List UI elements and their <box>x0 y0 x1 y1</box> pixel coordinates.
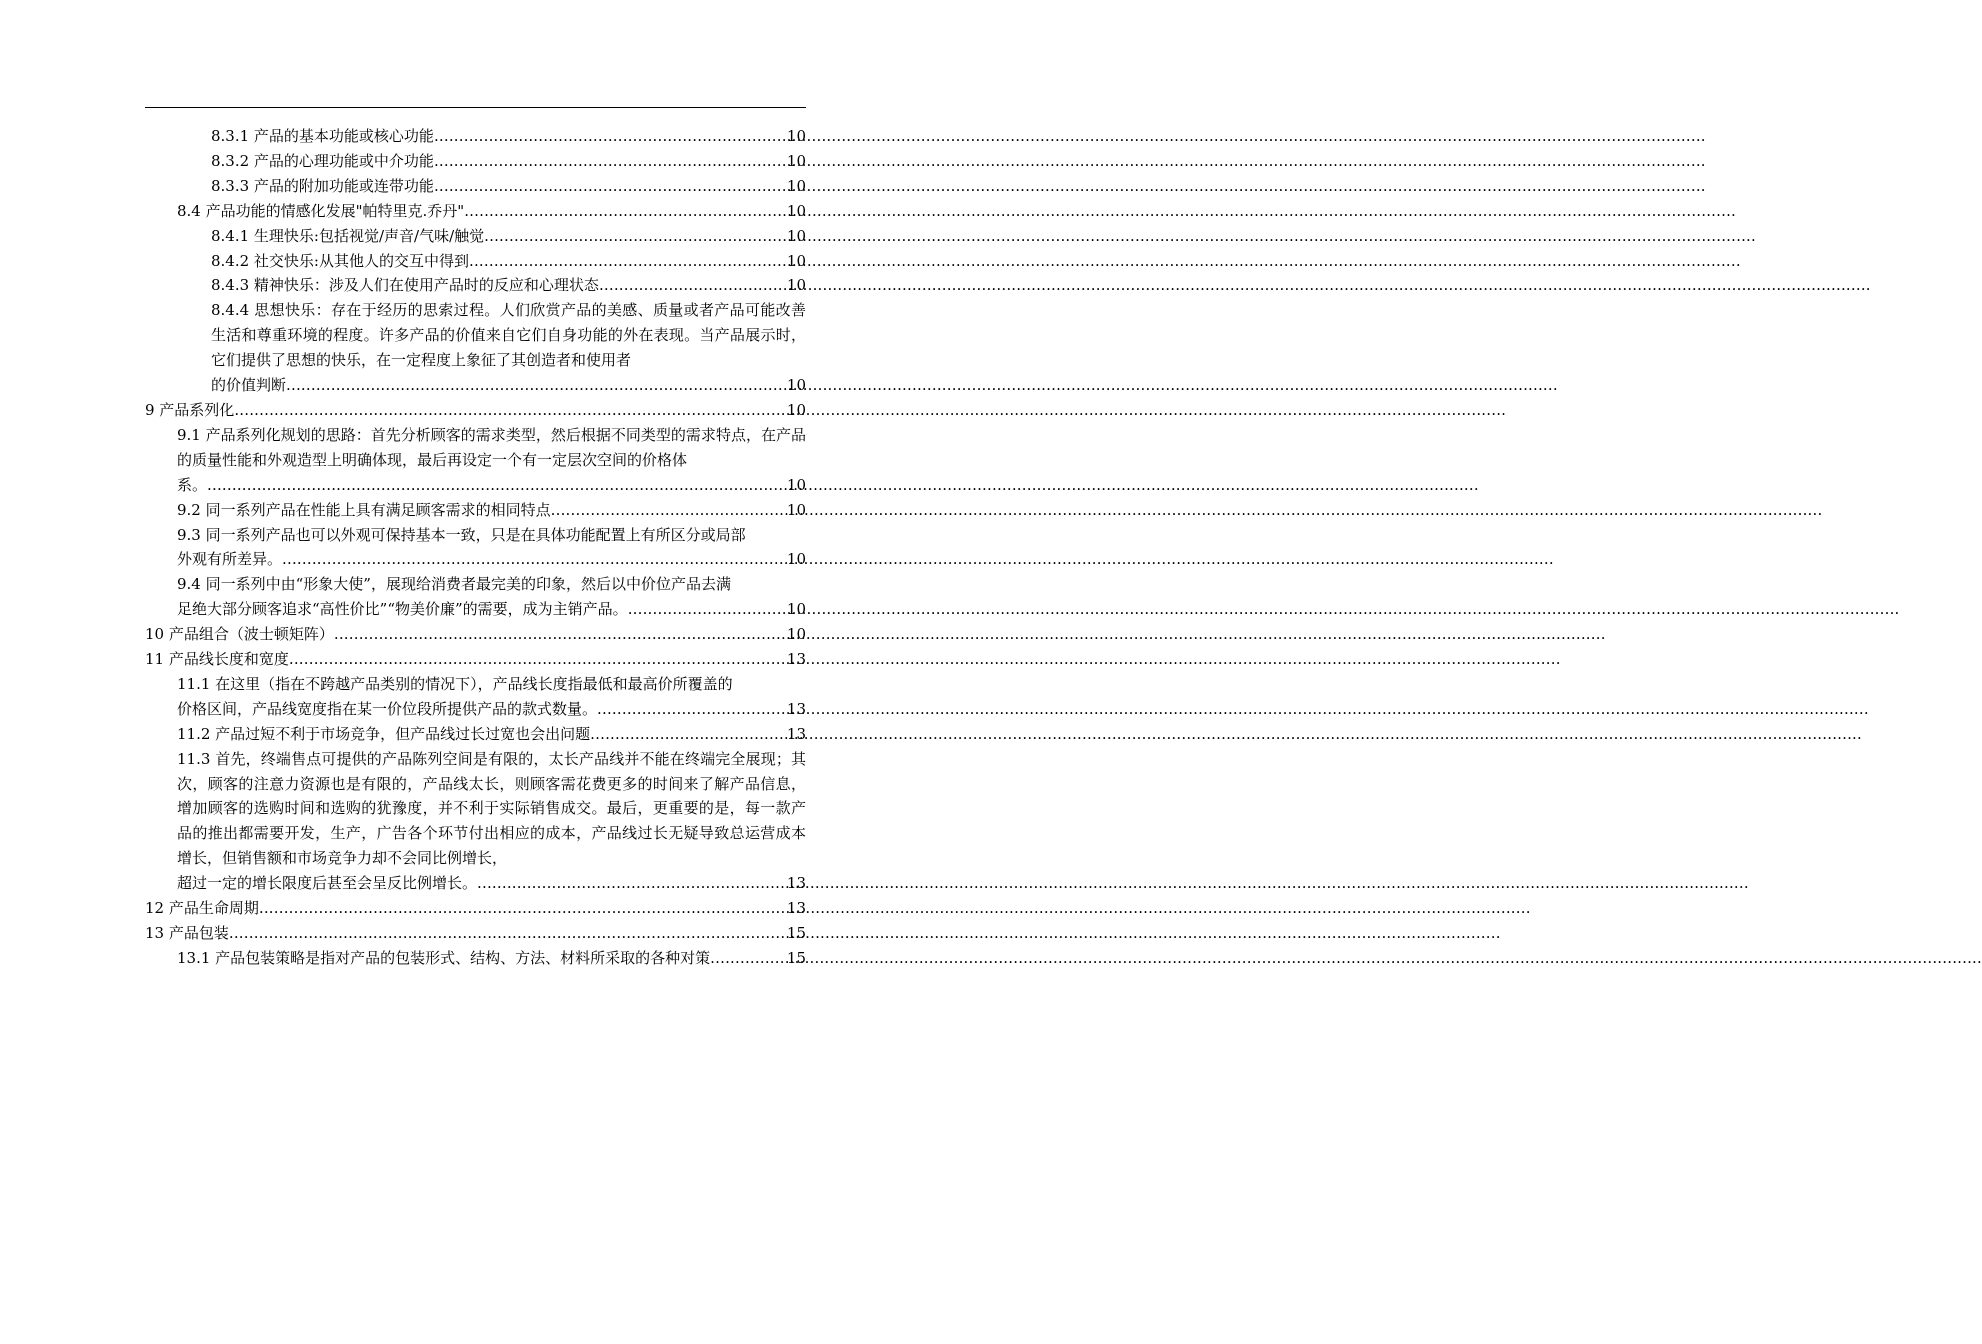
toc-entry-title: 10 产品组合（波士顿矩阵） <box>145 625 334 644</box>
toc-entry-title: 8.4.1 生理快乐:包括视觉/声音/气味/触觉 <box>211 226 485 245</box>
table-of-contents <box>145 124 806 971</box>
toc-entry-title: 8.3.2 产品的心理功能或中介功能 <box>211 151 434 170</box>
toc-entry[interactable] <box>145 622 806 647</box>
page-number: 10 <box>786 226 806 245</box>
dot-leader <box>259 896 786 921</box>
toc-entry-line <box>211 174 806 199</box>
dot-leader <box>229 921 786 946</box>
dot-leader <box>590 722 786 747</box>
dot-leader <box>207 473 786 498</box>
toc-entry-title: 9.2 同一系列产品在性能上具有满足顾客需求的相同特点 <box>177 500 551 519</box>
toc-entry[interactable] <box>145 946 806 971</box>
toc-entry-line <box>211 249 806 274</box>
page-number: 10 <box>786 550 806 569</box>
toc-entry-line <box>145 921 806 946</box>
toc-entry-line <box>177 498 806 523</box>
toc-entry[interactable] <box>145 423 806 498</box>
page-number: 10 <box>786 500 806 519</box>
dot-leader <box>469 249 786 274</box>
page-number: 10 <box>786 251 806 270</box>
toc-entry-line <box>211 373 806 398</box>
toc-entry-title: 11.2 产品过短不利于市场竞争，但产品线过长过宽也会出问题 <box>177 724 591 743</box>
toc-entry-line <box>145 622 806 647</box>
dot-leader <box>464 199 786 224</box>
toc-entry[interactable] <box>145 224 806 249</box>
toc-entry-line <box>177 722 806 747</box>
toc-entry-text: 9.1 产品系列化规划的思路：首先分析顾客的需求类型，然后根据不同类型的需求特点，在产品的质量性能和外观造型上明确体现，最后再设定一个有一定层次空间的价格体 <box>177 425 806 469</box>
toc-entry-line <box>145 647 806 672</box>
toc-entry-line <box>177 697 806 722</box>
page-number: 13 <box>786 899 806 918</box>
toc-entry[interactable] <box>145 722 806 747</box>
toc-entry[interactable] <box>145 896 806 921</box>
toc-entry-title: 12 产品生命周期 <box>145 899 259 918</box>
toc-entry-title: 9 产品系列化 <box>145 400 235 419</box>
toc-entry-line <box>211 124 806 149</box>
dot-leader <box>434 124 786 149</box>
toc-entry-title: 8.4.2 社交快乐:从其他人的交互中得到 <box>211 251 469 270</box>
toc-entry[interactable] <box>145 747 806 896</box>
toc-entry[interactable] <box>145 572 806 622</box>
toc-entry[interactable] <box>145 647 806 672</box>
toc-entry-line <box>177 547 806 572</box>
dot-leader <box>484 224 786 249</box>
toc-entry[interactable] <box>145 398 806 423</box>
toc-entry-title: 系。 <box>177 475 208 494</box>
toc-entry-title: 8.3.1 产品的基本功能或核心功能 <box>211 127 434 145</box>
dot-leader <box>282 547 786 572</box>
toc-entry-title: 13 产品包装 <box>145 924 229 942</box>
toc-entry-line <box>211 224 806 249</box>
toc-entry-text: 9.3 同一系列产品也可以外观可保持基本一致，只是在具体功能配置上有所区分或局部 <box>177 525 746 544</box>
toc-entry-title: 8.3.3 产品的附加功能或连带功能 <box>211 176 434 195</box>
page-number: 10 <box>786 376 806 395</box>
dot-leader <box>334 622 786 647</box>
toc-entry-line <box>177 597 806 622</box>
dot-leader <box>286 373 786 398</box>
toc-entry-line <box>177 871 806 896</box>
dot-leader <box>597 697 786 722</box>
page-number: 15 <box>786 948 806 967</box>
toc-entry[interactable] <box>145 298 806 398</box>
toc-entry-title: 8.4 产品功能的情感化发展"帕特里克.乔丹" <box>177 201 465 220</box>
page-number: 10 <box>786 475 806 494</box>
dot-leader <box>289 647 786 672</box>
toc-entry[interactable] <box>145 199 806 224</box>
page-number: 10 <box>786 176 806 195</box>
toc-entry[interactable] <box>145 273 806 298</box>
page-number: 13 <box>786 699 806 718</box>
dot-leader <box>628 597 786 622</box>
toc-entry-line <box>145 398 806 423</box>
dot-leader <box>434 149 786 174</box>
toc-entry-title: 超过一定的增长限度后甚至会呈反比例增长。 <box>177 874 478 893</box>
page-number: 10 <box>786 600 806 619</box>
toc-entry-text: 11.3 首先，终端售点可提供的产品陈列空间是有限的，太长产品线并不能在终端完全展现；其次，顾客的注意力资源也是有限的，产品线太长，则顾客需花费更多的时间来了解产品信息，增加顾客的选购时间和选购的犹豫度，并不利于实际销售成交。最后，更重要的是，每一款产品的推出都需要开发，生产，广告各个环节付出相应的成本，产品线过长无疑导致总运营成本增长，但销售额和市场竞争力却不会同比例增长， <box>177 749 806 868</box>
toc-entry-title: 13.1 产品包装策略是指对产品的包装形式、结构、方法、材料所采取的各种对策 <box>177 948 711 967</box>
page-number: 10 <box>786 400 806 419</box>
toc-entry-title: 外观有所差异。 <box>177 550 283 569</box>
toc-entry-title: 11 产品线长度和宽度 <box>145 650 289 669</box>
page-number: 10 <box>786 151 806 170</box>
page-number: 13 <box>786 724 806 743</box>
toc-entry-line <box>177 199 806 224</box>
toc-entry-title: 8.4.3 精神快乐：涉及人们在使用产品时的反应和心理状态 <box>211 276 599 295</box>
toc-entry[interactable] <box>145 498 806 523</box>
page-number: 10 <box>786 625 806 644</box>
toc-entry[interactable] <box>145 523 806 573</box>
header-rule <box>145 107 806 108</box>
toc-entry-title: 价格区间，产品线宽度指在某一价位段所提供产品的款式数量。 <box>177 699 598 718</box>
toc-entry[interactable] <box>145 672 806 722</box>
dot-leader <box>477 871 786 896</box>
toc-entry[interactable] <box>145 149 806 174</box>
dot-leader <box>710 946 786 971</box>
toc-entry[interactable] <box>145 249 806 274</box>
toc-entry-line <box>177 473 806 498</box>
toc-entry-line <box>145 896 806 921</box>
toc-entry-title: 足绝大部分顾客追求“高性价比”“物美价廉”的需要，成为主销产品。 <box>177 600 628 619</box>
toc-entry-line <box>211 149 806 174</box>
page-number: 13 <box>786 650 806 669</box>
page-number: 10 <box>786 276 806 295</box>
toc-entry-text: 11.1 在这里（指在不跨越产品类别的情况下），产品线长度指最低和最高价所覆盖的 <box>177 674 733 693</box>
page-number: 13 <box>786 874 806 893</box>
page-number: 10 <box>786 127 806 145</box>
dot-leader <box>434 174 786 199</box>
page-number: 10 <box>786 201 806 220</box>
dot-leader <box>234 398 786 423</box>
toc-entry-line <box>211 273 806 298</box>
toc-entry[interactable] <box>145 174 806 199</box>
dot-leader <box>599 273 786 298</box>
toc-entry[interactable] <box>145 921 806 946</box>
toc-entry-title: 的价值判断 <box>211 376 287 395</box>
toc-entry-text: 8.4.4 思想快乐：存在于经历的思索过程。人们欣赏产品的美感、质量或者产品可能改善生活和尊重环境的程度。许多产品的价值来自它们自身功能的外在表现。当产品展示时，它们提供了思想的快乐，在一定程度上象征了其创造者和使用者 <box>211 301 806 370</box>
page-number: 15 <box>786 924 806 942</box>
toc-entry[interactable] <box>145 124 806 149</box>
dot-leader <box>551 498 786 523</box>
toc-entry-line <box>177 946 806 971</box>
toc-entry-text: 9.4 同一系列中由“形象大使”，展现给消费者最完美的印象，然后以中价位产品去满 <box>177 575 731 594</box>
